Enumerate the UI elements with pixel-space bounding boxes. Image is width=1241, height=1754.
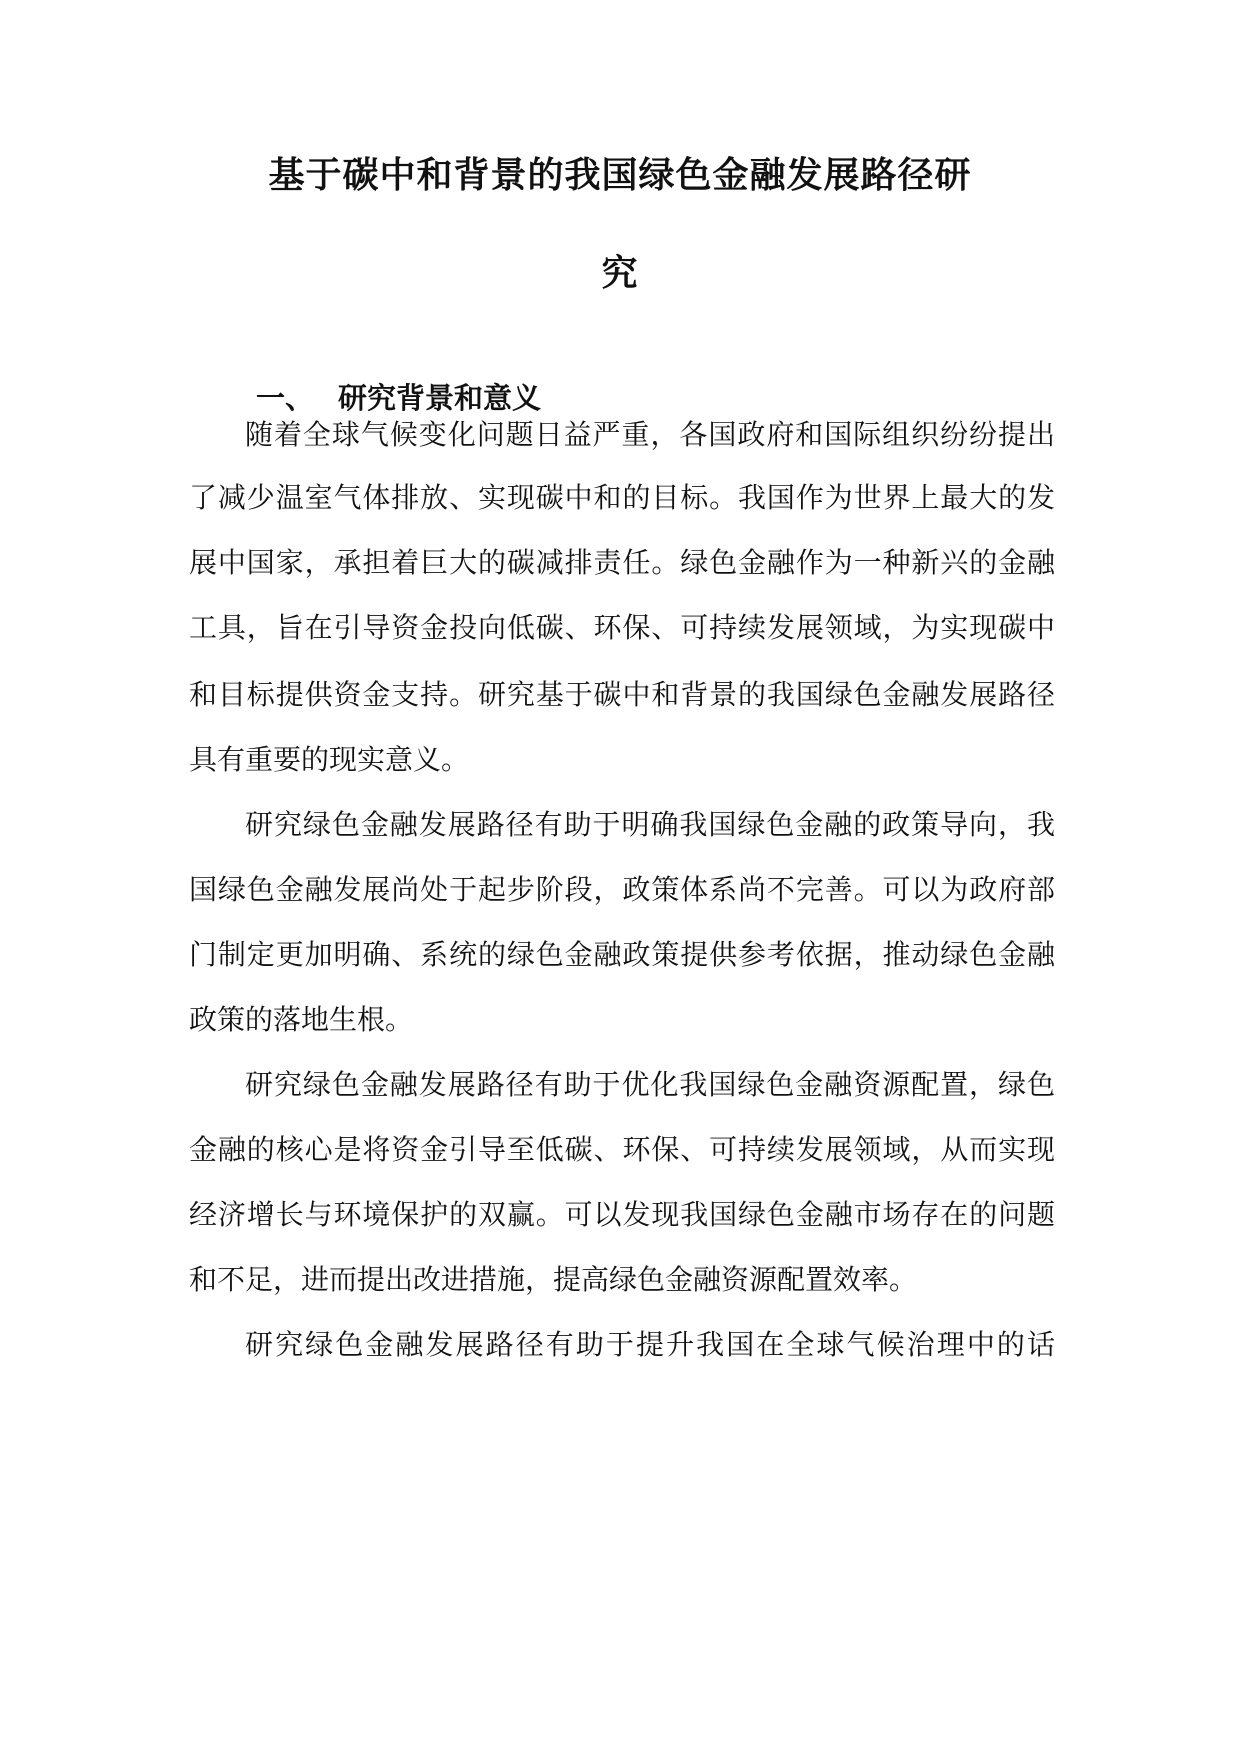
paragraph-line: 具有重要的现实意义。 bbox=[189, 743, 470, 776]
paragraph-line: 国绿色金融发展尚处于起步阶段，政策体系尚不完善。可以为政府部 bbox=[189, 873, 1055, 906]
paragraph-line: 研究绿色金融发展路径有助于提升我国在全球气候治理中的话 bbox=[245, 1328, 1055, 1361]
document-title-line-1: 基于碳中和背景的我国绿色金融发展路径研 bbox=[268, 155, 972, 196]
paragraph-line: 随着全球气候变化问题日益严重，各国政府和国际组织纷纷提出 bbox=[245, 418, 1055, 451]
paragraph-line: 和不足，进而提出改进措施，提高绿色金融资源配置效率。 bbox=[189, 1263, 918, 1296]
paragraph-line: 了减少温室气体排放、实现碳中和的目标。我国作为世界上最大的发 bbox=[189, 481, 1055, 514]
paragraph-line: 门制定更加明确、系统的绿色金融政策提供参考依据，推动绿色金融 bbox=[189, 938, 1055, 971]
paragraph-line: 经济增长与环境保护的双赢。可以发现我国绿色金融市场存在的问题 bbox=[189, 1198, 1055, 1231]
paragraph-line: 金融的核心是将资金引导至低碳、环保、可持续发展领域，从而实现 bbox=[189, 1133, 1055, 1166]
paragraph-line: 研究绿色金融发展路径有助于优化我国绿色金融资源配置，绿色 bbox=[245, 1068, 1055, 1101]
paragraph-line: 展中国家，承担着巨大的碳减排责任。绿色金融作为一种新兴的金融 bbox=[189, 546, 1055, 579]
section-number: 一、 bbox=[256, 381, 315, 415]
section-heading bbox=[256, 381, 542, 415]
paragraph-line: 研究绿色金融发展路径有助于明确我国绿色金融的政策导向，我 bbox=[245, 808, 1055, 841]
section-title: 研究背景和意义 bbox=[338, 381, 542, 415]
paragraph-line: 和目标提供资金支持。研究基于碳中和背景的我国绿色金融发展路径 bbox=[189, 678, 1055, 711]
paragraph-line: 工具，旨在引导资金投向低碳、环保、可持续发展领域，为实现碳中 bbox=[189, 611, 1055, 644]
document-title-line-2: 究 bbox=[601, 253, 639, 294]
paragraph-line: 政策的落地生根。 bbox=[189, 1003, 414, 1036]
